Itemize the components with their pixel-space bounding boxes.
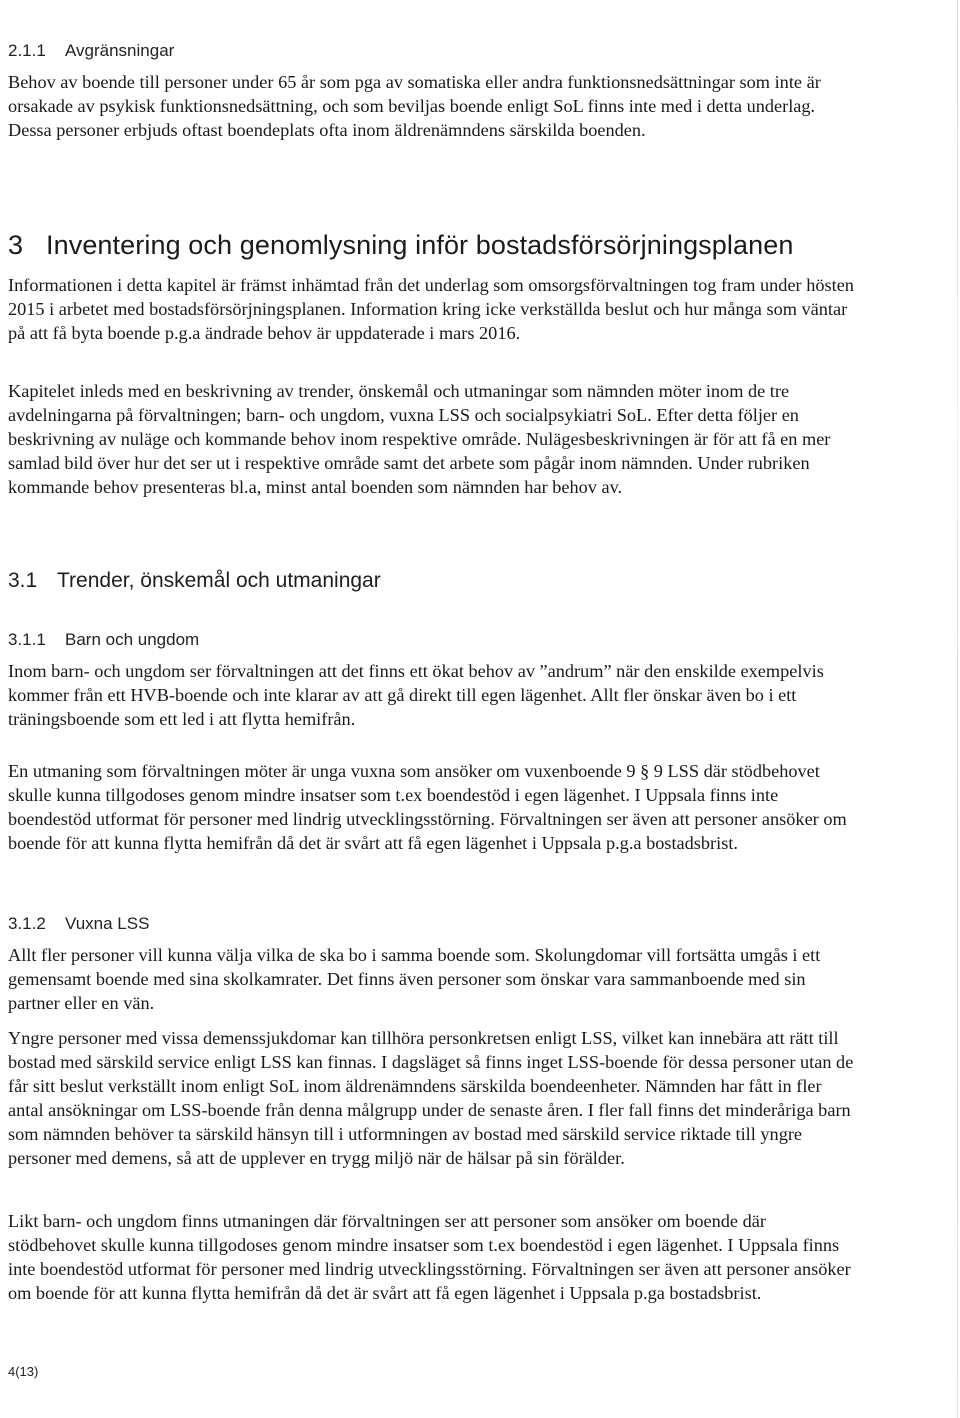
paragraph-barn-ungdom-2: En utmaning som förvaltningen möter är unga vuxna som ansöker om vuxenboende 9 § 9 LSS där stödbehovet skulle kunna tillgodoses genom mindre insatser som t.ex boendestöd i egen lägenhet. I Uppsala finns inte boendestöd utformat för personer med lindrig utvecklingsstörning. Förvaltningen ser även att personer ansöker om boende för att kunna flytta hemifrån då det är svårt att få egen lägenhet i Uppsala p.g.a bostadsbrist. (8, 761, 847, 853)
heading-number: 3.1 (8, 569, 38, 592)
heading-number: 3.1.1 (8, 630, 46, 649)
paragraph-vuxna-lss-2: Yngre personer med vissa demenssjukdomar kan tillhöra personkretsen enligt LSS, vilket kan innebära att rätt till bostad med särskild service enligt LSS kan finnas. I dagsläget så finns inget LSS-boende för dessa personer utan de får sitt beslut verkställt inom enligt SoL inom äldrenämndens särskilda boendeenheter. Nämnden har fått in fler antal ansökningar om LSS-boende från denna målgrupp under de senaste åren. I fler fall finns det minderåriga barn som nämnden behöver ta särskild hänsyn till i utformningen av bostad med särskild service riktade till yngre personer med demens, så att de upplever en trygg miljö när de hälsar på sin förälder. (8, 1028, 854, 1168)
heading-3-1-2 (8, 914, 858, 934)
paragraph-inventering-2: Kapitelet inleds med en beskrivning av trender, önskemål och utmaningar som nämnden möter inom de tre avdelningarna på förvaltningen; barn- och ungdom, vuxna LSS och socialpsykiatri SoL. Efter detta följer en beskrivning av nuläge och kommande behov inom respektive område. Nulägesbeskrivningen är för att få en mer samlad bild över hur det ser ut i respektive område samt det arbete som pågår inom nämnden. Under rubriken kommande behov presenteras bl.a, minst antal boenden som nämnden har behov av. (8, 381, 831, 497)
page-number: 4(13) (8, 1364, 39, 1379)
heading-title: Barn och ungdom (65, 630, 200, 649)
heading-number: 3.1.2 (8, 914, 46, 933)
paragraph-avgransningar: Behov av boende till personer under 65 år som pga av somatiska eller andra funktionsnedsättningar som inte är orsakade av psykisk funktionsnedsättning, och som beviljas boende enligt SoL finns inte med i detta underlag. Dessa personer erbjuds oftast boendeplats ofta inom äldrenämndens särskilda boenden. (8, 72, 821, 140)
heading-title: Inventering och genomlysning inför bostadsförsörjningsplanen (46, 230, 794, 260)
heading-3-1-1 (8, 630, 858, 650)
heading-title: Trender, önskemål och utmaningar (57, 569, 381, 592)
heading-2-1-1 (8, 41, 858, 61)
heading-number: 3 (8, 230, 24, 260)
heading-3-1 (8, 569, 858, 593)
heading-title: Avgränsningar (65, 41, 175, 60)
heading-number: 2.1.1 (8, 41, 46, 60)
scan-edge-line (957, 0, 958, 1418)
heading-title: Vuxna LSS (65, 914, 150, 933)
paragraph-barn-ungdom-1: Inom barn- och ungdom ser förvaltningen att det finns ett ökat behov av ”andrum” när den enskilde exempelvis kommer från ett HVB-boende och inte klarar av att gå direkt till egen lägenhet. Allt fler önskar även bo i ett träningsboende som ett led i att flytta hemifrån. (8, 661, 824, 729)
paragraph-inventering-1: Informationen i detta kapitel är främst inhämtad från det underlag som omsorgsförvaltningen tog fram under hösten 2015 i arbetet med bostadsförsörjningsplanen. Information kring icke verkställda beslut och hur många som väntar på att få byta boende p.g.a ändrade behov är uppdaterade i mars 2016. (8, 275, 854, 343)
heading-3 (8, 230, 908, 261)
paragraph-vuxna-lss-1: Allt fler personer vill kunna välja vilka de ska bo i samma boende som. Skolungdomar vill fortsätta umgås i ett gemensamt boende med sina skolkamrater. Det finns även personer som önskar vara sammanboende med sin partner eller en vän. (8, 945, 821, 1013)
paragraph-vuxna-lss-3: Likt barn- och ungdom finns utmaningen där förvaltningen ser att personer som ansöker om boende där stödbehovet skulle kunna tillgodoses genom mindre insatser som t.ex boendestöd i egen lägenhet. I Uppsala finns inte boendestöd utformat för personer med lindrig utvecklingsstörning. Förvaltningen ser även att personer ansöker om boende för att kunna flytta hemifrån då det är svårt att få egen lägenhet i Uppsala p.ga bostadsbrist. (8, 1211, 851, 1303)
